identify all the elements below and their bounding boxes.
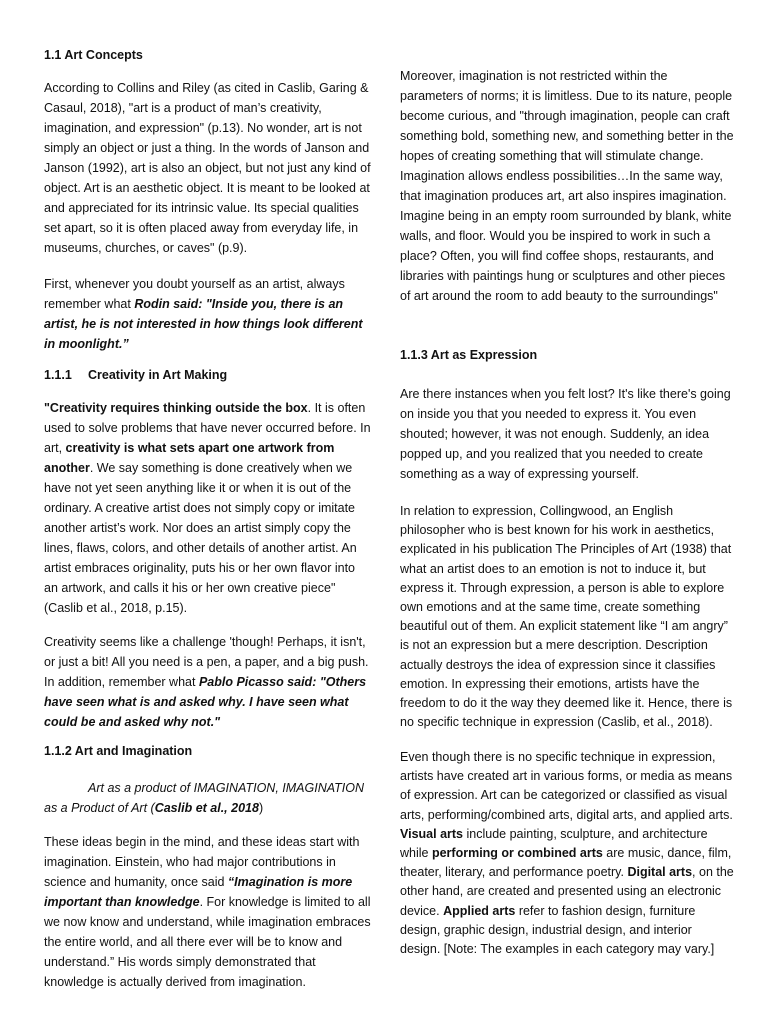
paragraph-creativity (44, 398, 372, 618)
paragraph-text: These ideas begin in the mind, and these ideas start with imagination. Einstein, who had major contributions in science and humanity, once said (44, 835, 360, 889)
section-heading-expression: 1.1.3 Art as Expression (400, 348, 538, 362)
term-visual-arts: Visual arts (400, 826, 464, 841)
creativity-emphasis: "Creativity requires thinking outside the box (44, 401, 308, 415)
paragraph-text: Creativity seems like a challenge 'though! Perhaps, it isn't, or just a bit! All you need is a pen, a paper, and a big push. In addition, remember what (44, 635, 369, 689)
paragraph-text-5: refer to fashion design, furniture design, graphic design, industrial design, and interior design. [Note: The examples in each category may vary.] (400, 903, 715, 957)
rodin-quote: Rodin said: "Inside you, there is an artist, he is not interested in how things look different in moonlight.” (44, 297, 363, 351)
term-digital-arts: Digital arts (627, 865, 693, 880)
paragraph-art-definition: According to Collins and Riley (as cited in Caslib, Garing & Casaul, 2018), "art is a product of man’s creativity, imagination, and expression" (p.13). No wonder, art is not simply an object or just a thing. In the words of Janson and Janson (1992), art is also an object, but not just any kind of object. Art is an aesthetic object. It is meant to be looked at and appreciated for its intrinsic value. Its special qualities set apart, so it is often placed away from everyday life, in museums, churches, or caves" (p.9). (44, 81, 371, 255)
picasso-quote: Pablo Picasso said: "Others have seen what is and asked why. I have seen what could be and asked why not." (44, 675, 367, 729)
term-performing-arts: performing or combined arts (431, 846, 603, 861)
heading-number: 1.1.1 (44, 368, 72, 382)
paragraph-picasso-quote (44, 632, 372, 732)
einstein-quote: “Imagination is more important than knowledge (44, 875, 353, 909)
paragraph-text-2: . For knowledge is limited to all we now know and understand, while imagination embraces the entire world, and all there ever will be to know and understand.” His words simply demonstrated that knowledge is actually derived from imagination. (44, 895, 371, 989)
paragraph-text-2: include painting, sculpture, and architecture while (400, 826, 708, 861)
paragraph-text-3: are music, dance, film, theater, literary, and performance poetry. (400, 846, 732, 880)
heading-text: Creativity in Art Making (88, 368, 228, 382)
paragraph-imagination-limitless: Moreover, imagination is not restricted within the parameters of norms; it is limitless. Due to its nature, people become curious, and "through imagination, people can craft something bold, something new, and something better in the hopes of creating something that will stimulate change. Imagination allows endless possibilities…In the same way, that imagination produces art, art also inspires imagination. Imagine being in an empty room surrounded by blank, white walls, and floor. Would you be inspired to work in such a place? Often, you will find coffee shops, restaurants, and libraries with paintings hung or sculptures and other pieces of art around the room to add beauty to the surroundings" (400, 69, 734, 303)
subtitle-close: ) (258, 801, 264, 815)
paragraph-rodin-quote (44, 274, 372, 354)
section-heading-imagination: 1.1.2 Art and Imagination (44, 744, 193, 758)
section-heading-art-concepts: 1.1 Art Concepts (44, 48, 143, 62)
paragraph-text-4: , on the other hand, are created and presented using an electronic device. (400, 865, 734, 918)
paragraph-art-forms (400, 748, 734, 959)
paragraph-collingwood: In relation to expression, Collingwood, an English philosopher who is best known for his work in aesthetics, explicated in his publication The Principles of Art (1938) that what an artist does to an emotion is not to induce it, but express it. Through expression, a person is able to explore own emotions and at the same time, create something beautiful out of them. An explicit statement like “I am angry” is not an expression but a mere description. Description actually destroys the idea of expression since it classifies emotion. In expressing their emotions, artists have the freedom to do it the way they deemed like it. Hence, there is no specific technique in expression (Caslib, et al., 2018). (400, 504, 733, 730)
paragraph-text: . It is often used to solve problems that have never occurred before. In art, (44, 401, 371, 455)
paragraph-text: Even though there is no specific technique in expression, artists have created art in various forms, or media as means of expression. Art can be categorized or classified as visual arts, performing/combined arts, digital arts, and applied arts. (400, 750, 733, 822)
paragraph-text-2: . We say something is done creatively when we have not yet seen anything like it or when it is out of the ordinary. A creative artist does not simply copy or imitate another artist’s work. Nor does an artist simply copy the lines, flaws, colors, and other details of another artist. An artist embraces originality, puts his or her own flavor into an artwork, and calls it his or her own creative piece" (Caslib et al., 2018, p.15). (44, 461, 357, 615)
paragraph-felt-lost: Are there instances when you felt lost? It's like there's going on inside you that you needed to express it. You even shouted; however, it was not enough. Suddenly, an idea popped up, and you realized that you needed to create something as a way of expressing yourself. (400, 387, 731, 481)
section-heading-creativity (44, 368, 227, 382)
paragraph-imagination-subtitle (44, 778, 372, 818)
paragraph-einstein (44, 832, 372, 992)
subtitle-citation: Caslib et al., 2018 (154, 801, 259, 815)
term-applied-arts: Applied arts (443, 903, 516, 918)
creativity-emphasis-2: creativity is what sets apart one artwork from another (44, 441, 335, 475)
paragraph-text: First, whenever you doubt yourself as an artist, always remember what (44, 277, 345, 311)
subtitle-text: Art as a product of IMAGINATION, IMAGINATION as a Product of Art ( (44, 781, 364, 815)
